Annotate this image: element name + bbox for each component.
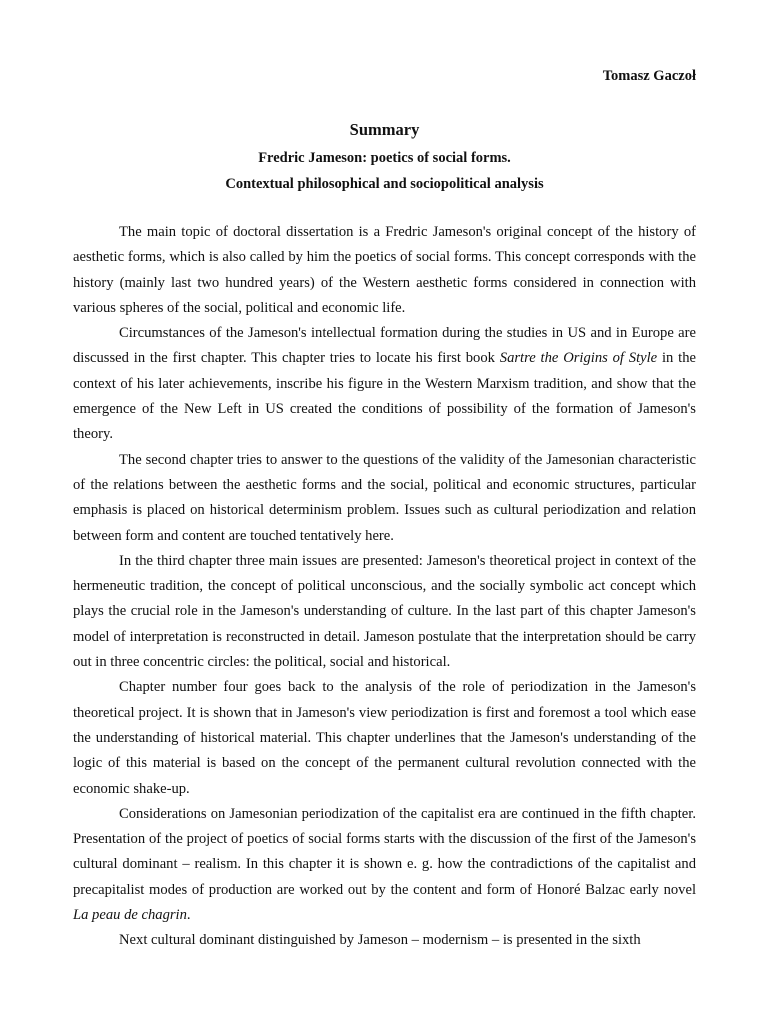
subtitle-topic: Fredric Jameson: poetics of social forms. <box>258 150 511 166</box>
paragraph-7: Next cultural dominant distinguished by Jameson – modernism – is presented in the sixth <box>119 932 641 949</box>
paragraph-6 <box>73 802 696 928</box>
paragraph-2 <box>73 321 696 447</box>
novel-title-peau-de-chagrin: La peau de chagrin <box>73 907 187 924</box>
summary-body <box>73 220 696 954</box>
summary-title: Summary <box>349 120 420 139</box>
paragraph-5: Chapter number four goes back to the analysis of the role of periodization in the Jameson's theoretical project. It is shown that in Jameson's view periodization is first and foremost a tool which ease the understanding of historical material. This chapter underlines that the Jameson's understanding of the logic of this material is based on the concept of the permanent cultural revolution connected with the economic shake-up. <box>73 679 696 797</box>
author-name: Tomasz Gaczoł <box>602 68 696 84</box>
paragraph-3: The second chapter tries to answer to the questions of the validity of the Jamesonian characteristic of the relations between the aesthetic forms and the social, political and economic structures, particular emphasis is placed on historical determinism problem. Issues such as cultural periodization and relation between form and content are touched tentatively here. <box>73 451 696 544</box>
book-title-sartre: Sartre the Origins of Style <box>499 350 658 367</box>
paragraph-2-text-start: Circumstances of the Jameson's intellectual formation during the studies in US and in Europe are discussed in the first chapter. This chapter tries to locate his first book <box>73 325 696 367</box>
subtitle-analysis: Contextual philosophical and sociopolitical analysis <box>225 176 544 192</box>
paragraph-4: In the third chapter three main issues are presented: Jameson's theoretical project in context of the hermeneutic tradition, the concept of political unconscious, and the socially symbolic act concept which plays the crucial role in the Jameson's understanding of culture. In the last part of this chapter Jameson's model of interpretation is reconstructed in detail. Jameson postulate that the interpretation should be carry out in three concentric circles: the political, social and historical. <box>73 552 696 671</box>
paragraph-2-text-end: in the context of his later achievements, inscribe his figure in the Western Marxism tradition, and show that the emergence of the New Left in US created the conditions of possibility of the formation of Jameson's theory. <box>73 350 696 443</box>
document-page <box>73 0 696 1024</box>
paragraph-1: The main topic of doctoral dissertation is a Fredric Jameson's original concept of the history of aesthetic forms, which is also called by him the poetics of social forms. This concept corresponds with the history (mainly last two hundred years) of the Western aesthetic forms considered in connection with various spheres of the social, political and economic life. <box>73 224 696 316</box>
paragraph-6-text-start: Considerations on Jamesonian periodization of the capitalist era are continued in the fifth chapter. Presentation of the project of poetics of social forms starts with the discussion of the first of the Jameson's cultural dominant – realism. In this chapter it is shown e. g. how the contradictions of the capitalist and precapitalist modes of production are worked out by the content and form of Honoré Balzac early novel <box>73 805 696 898</box>
paragraph-6-text-end: . <box>186 907 191 924</box>
